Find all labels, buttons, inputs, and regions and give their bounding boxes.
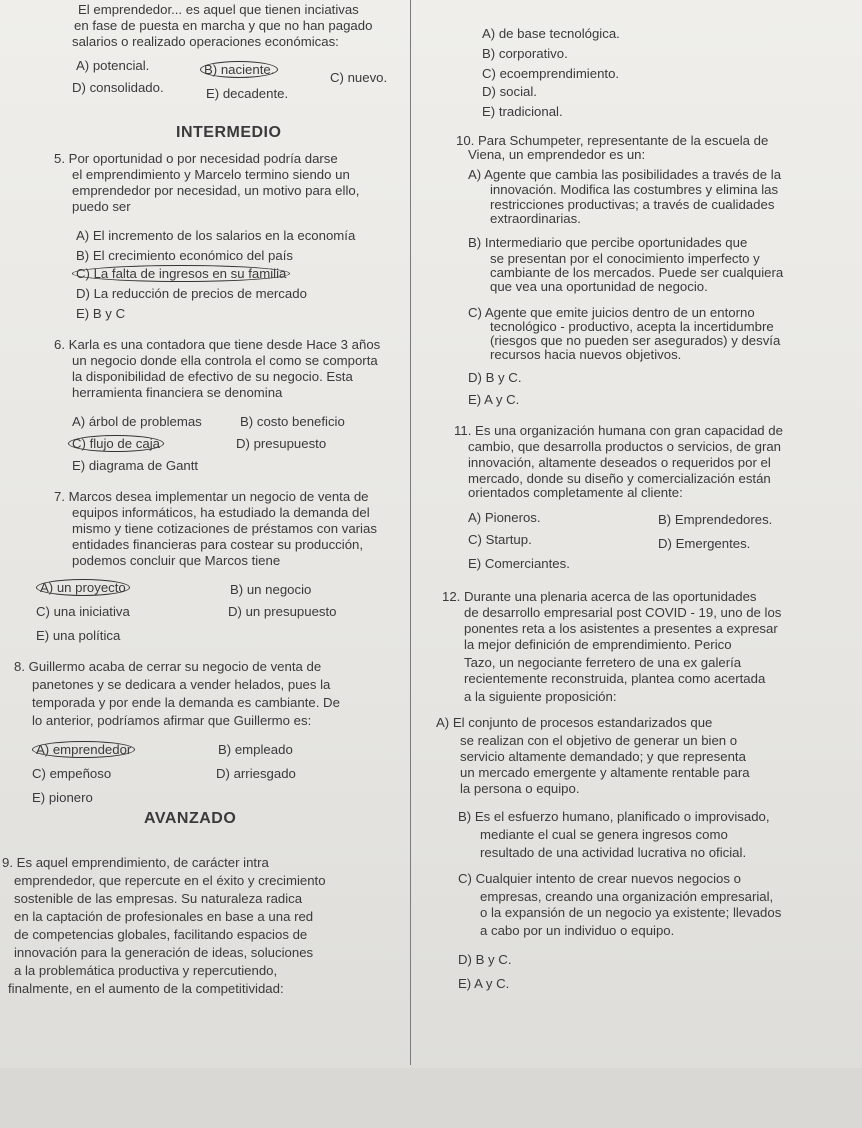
q4-right-option-c[interactable]: C) ecoemprendimiento. (482, 66, 620, 81)
q12-option-d[interactable]: D) B y C. (458, 952, 512, 967)
section-heading-intermedio: INTERMEDIO (176, 124, 282, 141)
q10-option-b[interactable]: B) Intermediario que percibe oportunidades que (468, 235, 748, 250)
q8-line: 8. Guillermo acaba de cerrar su negocio de venta de (14, 659, 322, 674)
q8-line: temporada y por ende la demanda es cambiante. De (32, 695, 340, 710)
q4-right-option-a[interactable]: A) de base tecnológica. (482, 26, 620, 41)
q10-option-a[interactable]: A) Agente que cambia las posibilidades a través de la (468, 167, 782, 182)
q6-option-a[interactable]: A) árbol de problemas (72, 414, 202, 429)
answer-circle: C) flujo de caja (68, 435, 164, 452)
q11-line: cambio, que desarrolla productos o servicios, de gran (468, 439, 782, 454)
q10-option-b-cont: que vea una oportunidad de negocio. (490, 279, 708, 294)
q11-option-e[interactable]: E) Comerciantes. (468, 556, 570, 571)
q6-line: 6. Karla es una contadora que tiene desde Hace 3 años (54, 337, 381, 352)
q10-option-c-cont: recursos hacia nuevos objetivos. (490, 347, 682, 362)
q10-option-b-cont: se presentan por el conocimiento imperfecto y (490, 251, 760, 266)
q10-option-a-cont: innovación. Modifica las costumbres y elimina las (490, 182, 779, 197)
q5-line: el emprendimiento y Marcelo termino siendo un (72, 167, 350, 182)
q12-option-b-cont: resultado de una actividad lucrativa no oficial. (480, 845, 747, 860)
q12-line: la mejor definición de emprendimiento. Perico (464, 637, 732, 652)
q11-option-c[interactable]: C) Startup. (468, 532, 532, 547)
q5-option-c[interactable] (76, 266, 290, 281)
q4-line: en fase de puesta en marcha y que no han pagado (74, 18, 373, 33)
q10-option-d[interactable]: D) B y C. (468, 370, 522, 385)
q12-option-b[interactable]: B) Es el esfuerzo humano, planificado o improvisado, (458, 809, 770, 824)
q8-option-d[interactable]: D) arriesgado (216, 766, 296, 781)
q8-line: panetones y se dedicara a vender helados, pues la (32, 677, 331, 692)
q9-line: emprendedor, que repercute en el éxito y crecimiento (14, 873, 326, 888)
q6-option-c[interactable] (72, 436, 164, 451)
q12-line: a la siguiente proposición: (464, 689, 617, 704)
q11-line: innovación, altamente deseados o requeridos por el (468, 455, 771, 470)
q4-option-a[interactable]: A) potencial. (76, 58, 150, 73)
q10-option-a-cont: restricciones productivas; a través de cualidades (490, 197, 775, 212)
q10-line: 10. Para Schumpeter, representante de la escuela de (456, 133, 769, 148)
q9-line: de competencias globales, facilitando espacios de (14, 927, 308, 942)
q7-option-e[interactable]: E) una política (36, 628, 121, 643)
q12-line: 12. Durante una plenaria acerca de las oportunidades (442, 589, 757, 604)
q8-line: lo anterior, podríamos afirmar que Guillermo es: (32, 713, 312, 728)
q8-option-c[interactable]: C) empeñoso (32, 766, 112, 781)
q9-line: 9. Es aquel emprendimiento, de carácter intra (2, 855, 269, 870)
q7-line: mismo y tiene cotizaciones de préstamos con varias (72, 521, 377, 536)
q10-line: Viena, un emprendedor es un: (468, 147, 646, 162)
q12-line: ponentes reta a los asistentes a presentes a expresar (464, 621, 778, 636)
q12-option-a-cont: servicio altamente demandado; y que representa (460, 749, 746, 764)
q6-line: la disponibilidad de efectivo de su negocio. Esta (72, 369, 353, 384)
q9-line: innovación para la generación de ideas, soluciones (14, 945, 314, 960)
q7-option-c[interactable]: C) una iniciativa (36, 604, 130, 619)
q6-option-b[interactable]: B) costo beneficio (240, 414, 345, 429)
q12-option-a-cont: se realizan con el objetivo de generar un bien o (460, 733, 738, 748)
q4-right-option-e[interactable]: E) tradicional. (482, 104, 563, 119)
q5-option-d[interactable]: D) La reducción de precios de mercado (76, 286, 307, 301)
q12-option-a[interactable]: A) El conjunto de procesos estandarizados que (436, 715, 713, 730)
answer-circle: A) un proyecto (36, 579, 130, 596)
q11-line: orientados completamente al cliente: (468, 485, 683, 500)
q9-line: finalmente, en el aumento de la competitividad: (8, 981, 284, 996)
q8-option-a[interactable] (36, 742, 135, 757)
q12-option-e[interactable]: E) A y C. (458, 976, 510, 991)
q11-option-d[interactable]: D) Emergentes. (658, 536, 751, 551)
q5-line: 5. Por oportunidad o por necesidad podría darse (54, 151, 338, 166)
q4-line: salarios o realizado operaciones económicas: (72, 34, 339, 49)
q9-line: sostenible de las empresas. Su naturaleza radica (14, 891, 303, 906)
q11-line: 11. Es una organización humana con gran capacidad de (454, 423, 783, 438)
q10-option-c[interactable]: C) Agente que emite juicios dentro de un entorno (468, 305, 755, 320)
q4-right-option-d[interactable]: D) social. (482, 84, 537, 99)
q12-option-c-cont: o la expansión de un negocio ya existente; llevados (480, 905, 782, 920)
q7-option-a[interactable] (40, 580, 130, 595)
q12-option-a-cont: la persona o equipo. (460, 781, 580, 796)
q8-option-b[interactable]: B) empleado (218, 742, 293, 757)
q10-option-a-cont: extraordinarias. (490, 211, 581, 226)
q10-option-c-cont: tecnológico - productivo, acepta la incertidumbre (490, 319, 774, 334)
q5-option-b[interactable]: B) El crecimiento económico del país (76, 248, 293, 263)
q9-line: a la problemática productiva y repercutiendo, (14, 963, 278, 978)
q12-option-c-cont: a cabo por un individuo o equipo. (480, 923, 675, 938)
answer-circle: A) emprendedor (32, 741, 135, 758)
q12-option-c[interactable]: C) Cualquier intento de crear nuevos negocios o (458, 871, 741, 886)
answer-circle: C) La falta de ingresos en su familia (72, 265, 290, 282)
q7-line: entidades financieras para costear su producción, (72, 537, 364, 552)
q12-option-c-cont: empresas, creando una organización empresarial, (480, 889, 774, 904)
q5-line: puedo ser (72, 199, 131, 214)
q5-line: emprendedor por necesidad, un motivo para ello, (72, 183, 360, 198)
q11-option-b[interactable]: B) Emprendedores. (658, 512, 773, 527)
q7-option-d[interactable]: D) un presupuesto (228, 604, 337, 619)
q4-option-c[interactable]: C) nuevo. (330, 70, 388, 85)
q5-option-a[interactable]: A) El incremento de los salarios en la economía (76, 228, 356, 243)
q12-option-a-cont: un mercado emergente y altamente rentable para (460, 765, 750, 780)
page-bottom-margin (0, 1068, 862, 1128)
q9-line: en la captación de profesionales en base a una red (14, 909, 314, 924)
q7-line: 7. Marcos desea implementar un negocio de venta de (54, 489, 369, 504)
q12-line: recientemente reconstruida, plantea como acertada (464, 671, 766, 686)
q6-line: un negocio donde ella controla el como se comporta (72, 353, 378, 368)
q6-option-e[interactable]: E) diagrama de Gantt (72, 458, 199, 473)
q6-option-d[interactable]: D) presupuesto (236, 436, 327, 451)
q12-option-b-cont: mediante el cual se genera ingresos como (480, 827, 728, 842)
q10-option-b-cont: cambiante de los mercados. Puede ser cualquiera (490, 265, 784, 280)
q6-line: herramienta financiera se denomina (72, 385, 283, 400)
q8-option-e[interactable]: E) pionero (32, 790, 93, 805)
q10-option-c-cont: (riesgos que no pueden ser asegurados) y desvía (490, 333, 781, 348)
answer-circle: B) naciente. (200, 61, 278, 78)
q11-option-a[interactable]: A) Pioneros. (468, 510, 541, 525)
q5-option-e[interactable]: E) B y C (76, 306, 126, 321)
q7-line: equipos informáticos, ha estudiado la demanda del (72, 505, 370, 520)
section-heading-avanzado: AVANZADO (144, 810, 237, 827)
q7-line: podemos concluir que Marcos tiene (72, 553, 281, 568)
q4-option-b[interactable] (204, 62, 278, 77)
q12-line: Tazo, un negociante ferretero de una ex galería (464, 655, 742, 670)
q4-option-e[interactable]: E) decadente. (206, 86, 289, 101)
column-divider (410, 0, 411, 1065)
q10-option-e[interactable]: E) A y C. (468, 392, 520, 407)
q7-option-b[interactable]: B) un negocio (230, 582, 312, 597)
q11-line: mercado, donde su diseño y comercialización están (468, 471, 771, 486)
q4-line: El emprendedor... es aquel que tienen inciativas (78, 2, 359, 17)
q12-line: de desarrollo empresarial post COVID - 19, uno de los (464, 605, 782, 620)
q4-right-option-b[interactable]: B) corporativo. (482, 46, 568, 61)
q4-option-d[interactable]: D) consolidado. (72, 80, 164, 95)
